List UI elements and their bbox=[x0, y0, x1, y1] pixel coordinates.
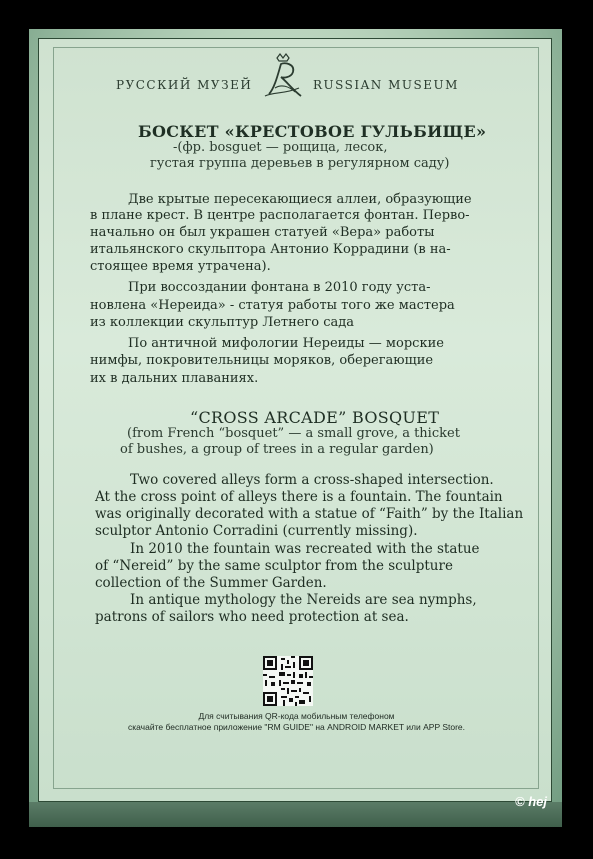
paragraph-ru-line: По античной мифологии Нереиды — морские bbox=[128, 336, 444, 351]
subtitle-en-line-1: (from French “bosquet” — a small grove, a thicket bbox=[127, 426, 460, 441]
paragraph-ru-line: стоящее время утрачена). bbox=[90, 259, 271, 274]
paragraph-en-line: sculptor Antonio Corradini (currently missing). bbox=[95, 523, 418, 539]
subtitle-ru-line-2: густая группа деревьев в регулярном саду) bbox=[150, 156, 450, 171]
paragraph-ru-line: в плане крест. В центре располагается фонтан. Перво- bbox=[90, 208, 470, 223]
paragraph-en-line: In 2010 the fountain was recreated with the statue bbox=[130, 541, 480, 557]
paragraph-ru-line: При воссоздании фонтана в 2010 году уста- bbox=[128, 280, 431, 295]
qr-caption-line-2: скачайте бесплатное приложение "RM GUIDE" на ANDROID MARKET или APP Store. bbox=[127, 722, 466, 732]
subtitle-ru-line-1: -(фр. bosguet — рощица, лесок, bbox=[173, 140, 388, 155]
paragraph-en-line: patrons of sailors who need protection at sea. bbox=[95, 609, 409, 625]
paragraph-en-line: Two covered alleys form a cross-shaped intersection. bbox=[130, 472, 494, 488]
museum-name-en: RUSSIAN MUSEUM bbox=[313, 78, 459, 92]
title-ru: БОСКЕТ «КРЕСТОВОЕ ГУЛЬБИЩЕ» bbox=[138, 122, 487, 141]
title-en: “CROSS ARCADE” BOSQUET bbox=[190, 408, 440, 427]
qr-code bbox=[263, 656, 313, 706]
museum-name-ru: РУССКИЙ МУЗЕЙ bbox=[116, 78, 253, 92]
paragraph-ru-line: итальянского скульптора Антонио Коррадини (в на- bbox=[90, 242, 451, 257]
paragraph-ru-line: начально он был украшен статуей «Вера» работы bbox=[90, 225, 435, 240]
paragraph-ru-line: их в дальних плаваниях. bbox=[90, 371, 259, 386]
paragraph-en-line: In antique mythology the Nereids are sea nymphs, bbox=[130, 592, 477, 608]
paragraph-en-line: At the cross point of alleys there is a fountain. The fountain bbox=[95, 489, 503, 505]
wall-base bbox=[29, 802, 562, 827]
museum-monogram-logo bbox=[255, 48, 311, 104]
subtitle-en-line-2: of bushes, a group of trees in a regular garden) bbox=[120, 442, 434, 457]
paragraph-en-line: was originally decorated with a statue of “Faith” by the Italian bbox=[95, 506, 524, 522]
qr-caption-line-1: Для считывания QR-кода мобильным телефоном bbox=[198, 711, 395, 721]
paragraph-ru-line: нимфы, покровительницы моряков, оберегающие bbox=[90, 353, 434, 368]
paragraph-ru-line: Две крытые пересекающиеся аллеи, образующие bbox=[128, 192, 472, 207]
paragraph-ru-line: новлена «Нереида» - статуя работы того же мастера bbox=[90, 298, 455, 313]
paragraph-en-line: of “Nereid” by the same sculptor from the sculpture bbox=[95, 558, 453, 574]
qr-caption bbox=[0, 711, 593, 733]
paragraph-ru-line: из коллекции скульптур Летнего сада bbox=[90, 315, 354, 330]
copyright-watermark: © hej bbox=[515, 794, 547, 809]
paragraph-en-line: collection of the Summer Garden. bbox=[95, 575, 327, 591]
